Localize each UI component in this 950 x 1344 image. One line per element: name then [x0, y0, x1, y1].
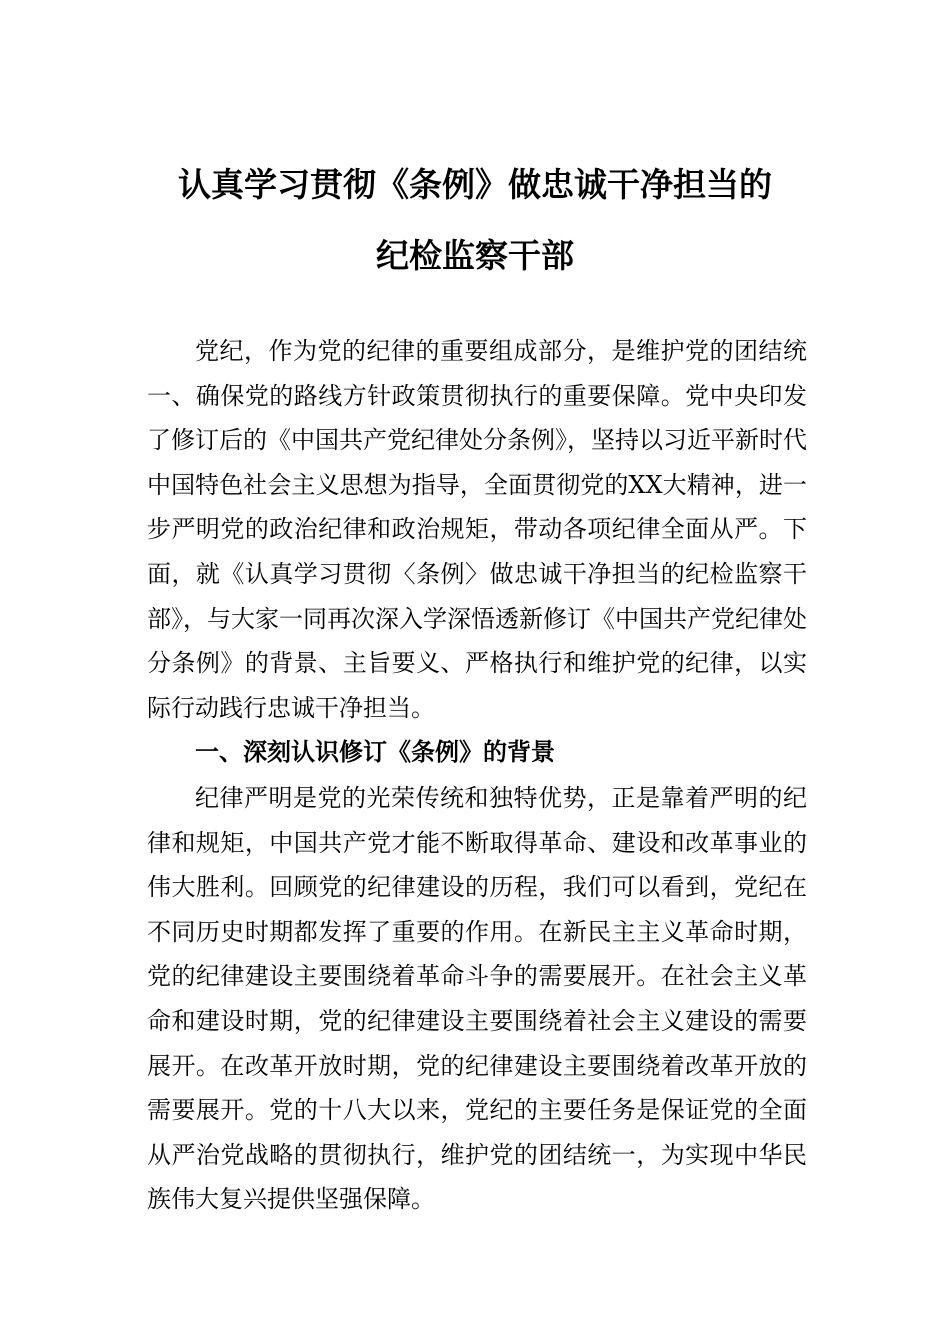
background-paragraph: 纪律严明是党的光荣传统和独特优势，正是靠着严明的纪律和规矩，中国共产党才能不断取得革命、建设和改革事业的伟大胜利。回顾党的纪律建设的历程，我们可以看到，党纪在不同历史时期都发挥了重要的作用。在新民主主义革命时期，党的纪律建设主要围绕着革命斗争的需要展开。在社会主义革命和建设时期，党的纪律建设主要围绕着社会主义建设的需要展开。在改革开放时期，党的纪律建设主要围绕着改革开放的需要展开。党的十八大以来，党纪的主要任务是保证党的全面从严治党战略的贯彻执行，维护党的团结统一，为实现中华民族伟大复兴提供坚强保障。 [147, 784, 807, 1214]
section-heading-1: 一、深刻认识修订《条例》的背景 [195, 738, 555, 766]
document-title-line-1: 认真学习贯彻《条例》做忠诚干净担当的 [178, 165, 772, 204]
document-title-line-2: 纪检监察干部 [376, 236, 574, 275]
intro-paragraph: 党纪，作为党的纪律的重要组成部分，是维护党的团结统一、确保党的路线方针政策贯彻执行的重要保障。党中央印发了修订后的《中国共产党纪律处分条例》，坚持以习近平新时代中国特色社会主义思想为指导，全面贯彻党的XX大精神，进一步严明党的政治纪律和政治规矩，带动各项纪律全面从严。下面，就《认真学习贯彻〈条例〉做忠诚干净担当的纪检监察干部》，与大家一同再次深入学深悟透新修订《中国共产党纪律处分条例》的背景、主旨要义、严格执行和维护党的纪律，以实际行动践行忠诚干净担当。 [147, 337, 807, 722]
